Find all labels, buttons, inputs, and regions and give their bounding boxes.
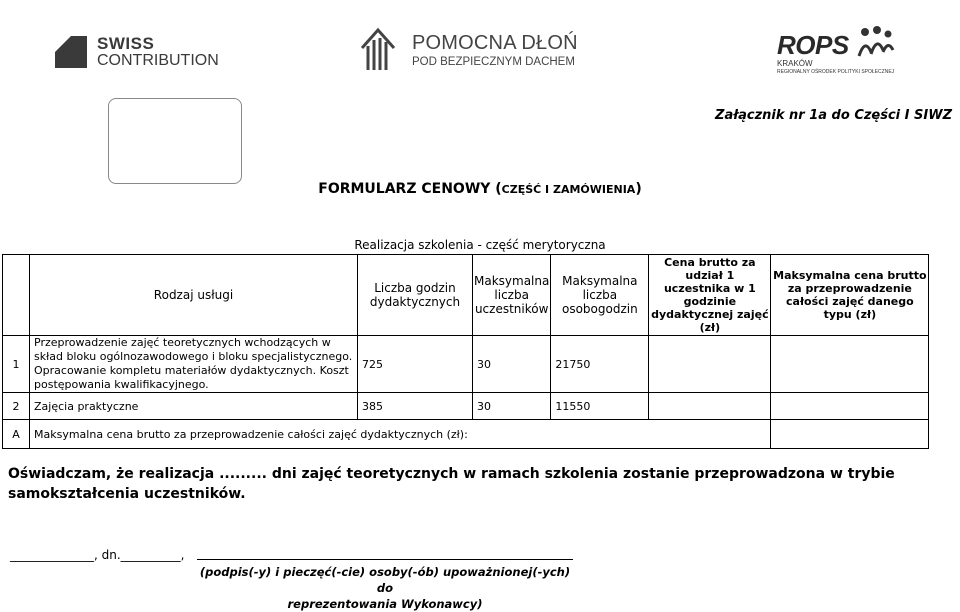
- header-max-price: Maksymalna cena brutto za przeprowadzenie całości zajęć danego typu (zł): [771, 255, 929, 336]
- row-price-per-hour-input[interactable]: [649, 336, 771, 393]
- swiss-contribution-logo: [55, 34, 225, 74]
- rops-logo-city: KRAKÓW: [777, 59, 813, 68]
- header-service: Rodzaj usługi: [30, 255, 358, 336]
- pomocna-dlon-logo: [360, 26, 590, 76]
- attachment-label: Załącznik nr 1a do Części I SIWZ: [715, 108, 952, 123]
- signature-caption-line2: reprezentowania Wykonawcy): [287, 597, 483, 611]
- form-title: [0, 181, 960, 197]
- row-participants: 30: [473, 336, 551, 393]
- row-hours: 725: [358, 336, 473, 393]
- pomocna-logo-line1: POMOCNA DŁOŃ: [412, 32, 578, 54]
- row-number: 1: [3, 336, 30, 393]
- header-price-per-hour: Cena brutto za udział 1 uczestnika w 1 godzinie dydaktycznej zajęć (zł): [649, 255, 771, 336]
- title-main: FORMULARZ CENOWY (: [318, 181, 502, 197]
- title-end: ): [635, 181, 642, 197]
- contractor-stamp-box: [108, 98, 242, 184]
- house-icon: [360, 26, 396, 72]
- row-service: Zajęcia praktyczne: [30, 393, 358, 420]
- row-max-price-input[interactable]: [771, 393, 929, 420]
- pomocna-logo-line2: POD BEZPIECZNYM DACHEM: [412, 56, 575, 68]
- row-max-price-input[interactable]: [771, 336, 929, 393]
- header-no: [3, 255, 30, 336]
- rops-logo-subtitle: REGIONALNY OŚRODEK POLITYKI SPOŁECZNEJ: [777, 69, 895, 75]
- row-service: Przeprowadzenie zajęć teoretycznych wchodzących w skład bloku ogólnozawodowego i bloku specjalistycznego. Opracowanie kompletu materiałów dydaktycznych. Koszt postępowania kwalifikacyjnego.: [30, 336, 358, 393]
- header-hours: Liczba godzin dydaktycznych: [358, 255, 473, 336]
- swiss-logo-line2: CONTRIBUTION: [97, 52, 219, 69]
- swiss-logo-line1: SWISS: [97, 34, 155, 53]
- price-table: [2, 254, 929, 449]
- row-price-per-hour-input[interactable]: [649, 393, 771, 420]
- section-header: Realizacja szkolenia - część merytoryczna: [354, 238, 606, 252]
- row-person-hours: 11550: [551, 393, 649, 420]
- row-number: 2: [3, 393, 30, 420]
- title-small-caps: CZĘŚĆ I ZAMÓWIENIA: [501, 183, 636, 196]
- declaration-statement: Oświadczam, że realizacja ......... dni zajęć teoretycznych w ramach szkolenia zostanie przeprowadzona w trybie samokształcenia uczestników.: [8, 466, 895, 502]
- table-row: [3, 393, 929, 420]
- rops-logo-name: ROPS: [777, 30, 849, 60]
- total-price-input[interactable]: [771, 420, 929, 449]
- signature-line[interactable]: [197, 559, 573, 560]
- row-person-hours: 21750: [551, 336, 649, 393]
- table-header-row: [3, 255, 929, 336]
- row-participants: 30: [473, 393, 551, 420]
- place-date-line[interactable]: ______________, dn.__________,: [10, 548, 185, 562]
- swiss-mark-icon: [55, 36, 87, 68]
- table-total-row: [3, 420, 929, 449]
- table-row: [3, 336, 929, 393]
- header-participants: Maksymalna liczba uczestników: [473, 255, 551, 336]
- header-person-hours: Maksymalna liczba osobogodzin: [551, 255, 649, 336]
- total-label-letter: A: [3, 420, 30, 449]
- signature-caption: [197, 564, 573, 612]
- row-hours: 385: [358, 393, 473, 420]
- people-figures-icon: [855, 26, 895, 60]
- signature-caption-line1: (podpis(-y) i pieczęć(-cie) osoby(-ób) upoważnionej(-ych) do: [199, 565, 571, 595]
- total-label: Maksymalna cena brutto za przeprowadzenie całości zajęć dydaktycznych (zł):: [30, 420, 771, 449]
- rops-logo: [775, 26, 915, 78]
